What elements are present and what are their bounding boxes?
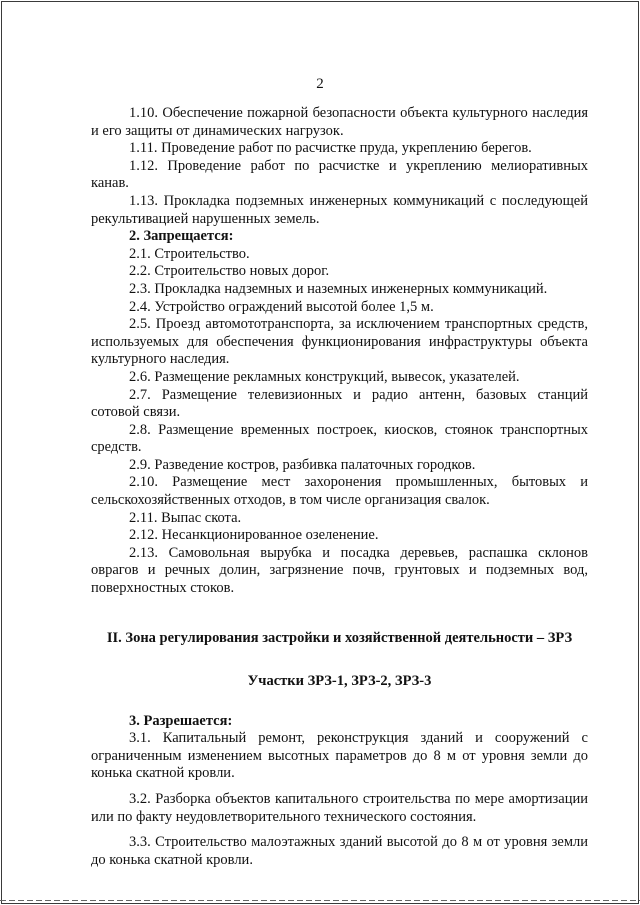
- paragraph-1-10: 1.10. Обеспечение пожарной безопасности объекта культурного наследия и его защиты от динамических нагрузок.: [91, 105, 588, 139]
- paragraph-3-2: 3.2. Разборка объектов капитального строительства по мере амортизации или по факту неудовлетворительного технического состояния.: [91, 791, 588, 825]
- paragraph-2-7: 2.7. Размещение телевизионных и радио антенн, базовых станций сотовой связи.: [91, 386, 588, 421]
- paragraph-1-13: 1.13. Прокладка подземных инженерных коммуникаций с последующей рекультивацией нарушенных земель.: [91, 192, 588, 227]
- paragraph-1-11: 1.11. Проведение работ по расчистке пруда, укреплению берегов.: [129, 140, 532, 157]
- section-title: II. Зона регулирования застройки и хозяйственной деятельности – ЗРЗ: [106, 629, 573, 646]
- paragraph-2-12: 2.12. Несанкционированное озеленение.: [129, 527, 379, 544]
- scan-edge: [0, 900, 640, 901]
- paragraph-2-1: 2.1. Строительство.: [129, 245, 250, 262]
- paragraph-2-6: 2.6. Размещение рекламных конструкций, вывесок, указателей.: [129, 368, 520, 385]
- paragraph-2-9: 2.9. Разведение костров, разбивка палаточных городков.: [129, 456, 476, 473]
- heading-prohibited: 2. Запрещается:: [129, 228, 234, 245]
- paragraph-2-3: 2.3. Прокладка надземных и наземных инженерных коммуникаций.: [129, 280, 548, 297]
- paragraph-2-13: 2.13. Самовольная вырубка и посадка деревьев, распашка склонов оврагов и речных долин, загрязнение почв, грунтовых и подземных вод, поверхностных стоков.: [91, 544, 588, 597]
- paragraph-2-2: 2.2. Строительство новых дорог.: [129, 263, 330, 280]
- paragraph-3-1: 3.1. Капитальный ремонт, реконструкция зданий и сооружений с ограниченным изменением высотных параметров до 8 м от уровня земли до конька скатной кровли.: [91, 730, 588, 782]
- paragraph-2-4: 2.4. Устройство ограждений высотой более 1,5 м.: [129, 298, 434, 315]
- paragraph-2-11: 2.11. Выпас скота.: [129, 509, 242, 526]
- paragraph-2-5: 2.5. Проезд автомототранспорта, за исключением транспортных средств, используемых для обеспечения функционирования инфраструктуры объекта культурного наследия.: [91, 316, 588, 368]
- subsection-title: Участки ЗРЗ-1, ЗРЗ-2, ЗРЗ-3: [247, 672, 432, 689]
- paragraph-2-8: 2.8. Размещение временных построек, киосков, стоянок транспортных средств.: [91, 421, 588, 456]
- paragraph-3-3: 3.3. Строительство малоэтажных зданий высотой до 8 м от уровня земли до конька скатной кровли.: [91, 834, 588, 868]
- heading-allowed: 3. Разрешается:: [129, 712, 233, 729]
- page-number: 2: [316, 76, 324, 92]
- paragraph-2-10: 2.10. Размещение мест захоронения промышленных, бытовых и сельскохозяйственных отходов, в том числе организация свалок.: [91, 474, 588, 509]
- document-body: [91, 105, 588, 869]
- paragraph-1-12: 1.12. Проведение работ по расчистке и укреплению мелиоративных канав.: [91, 157, 588, 192]
